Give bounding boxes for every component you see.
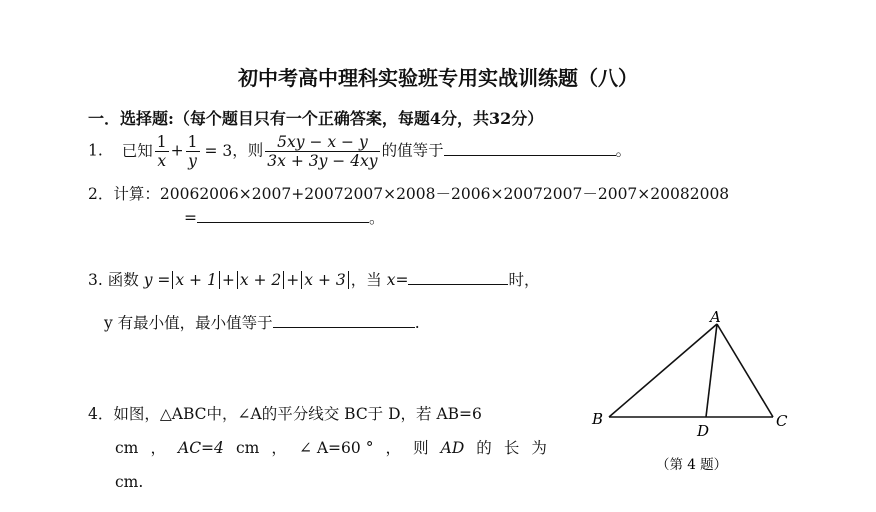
question-lead: 已知 bbox=[121, 141, 153, 160]
question-2 bbox=[88, 184, 729, 204]
side-ac bbox=[717, 324, 773, 417]
question-text: 如图，△ABC中，∠A的平分线交 BC于 D，若 AB=6 bbox=[113, 405, 482, 423]
vertex-label-a: A bbox=[710, 308, 721, 326]
question-3: 3. 函数 y = x + 1 + x + 2 + x + 3 ，当 x= 时， bbox=[88, 271, 540, 289]
fraction-expression: $\frac{5xy - x - y}{3x + 3y - 4xy}$ bbox=[267, 133, 378, 170]
question-4-line-2: cm ， AC=4 cm ， ∠ A=60 ° ， 则 AD 的 长 为 bbox=[115, 439, 547, 457]
question-text: 计算：20062006×2007+20072007×2008－2006×20072007－2007×20082008 bbox=[113, 185, 730, 203]
bisector-ad bbox=[706, 324, 717, 417]
abs-value-2: x + 2 bbox=[237, 271, 284, 289]
abs-value-3: x + 3 bbox=[301, 271, 348, 289]
question-number: 3. bbox=[88, 271, 103, 289]
section-header: 一．选择题:（每个题目只有一个正确答案，每题4分，共32分） bbox=[88, 109, 544, 128]
question-number: 4． bbox=[88, 405, 114, 423]
triangle-figure bbox=[580, 300, 810, 485]
question-1: 1. 已知 $\frac{1}{x}$ + $\frac{1}{y}$ = 3，则 $\frac{5xy - x - y}{3x + 3y - 4xy}$ 的值等于 。 bbox=[88, 133, 632, 170]
point-label-d: D bbox=[697, 422, 710, 440]
vertex-label-c: C bbox=[776, 412, 788, 430]
question-4-line-3: cm. bbox=[115, 473, 144, 491]
question-4 bbox=[88, 404, 482, 424]
question-2-answer-line: = 。 bbox=[184, 209, 385, 227]
fraction-1-over-y: $\frac{1}{y}$ bbox=[187, 133, 198, 170]
fraction-1-over-x: $\frac{1}{x}$ bbox=[156, 133, 167, 170]
figure-caption: （第 4 题） bbox=[656, 457, 728, 473]
question-3-line-2: y 有最小值，最小值等于 . bbox=[104, 314, 420, 332]
vertex-label-b: B bbox=[592, 410, 604, 428]
question-number: 2． bbox=[88, 185, 114, 203]
answer-blank-3a[interactable] bbox=[408, 270, 508, 285]
answer-blank-2[interactable] bbox=[197, 208, 369, 223]
page-title: 初中考高中理科实验班专用实战训练题（八） bbox=[238, 66, 638, 90]
answer-blank-1[interactable] bbox=[444, 141, 616, 156]
abs-value-1: x + 1 bbox=[172, 271, 219, 289]
side-ab bbox=[609, 324, 717, 417]
question-number: 1. bbox=[88, 141, 103, 160]
answer-blank-3b[interactable] bbox=[273, 313, 415, 328]
